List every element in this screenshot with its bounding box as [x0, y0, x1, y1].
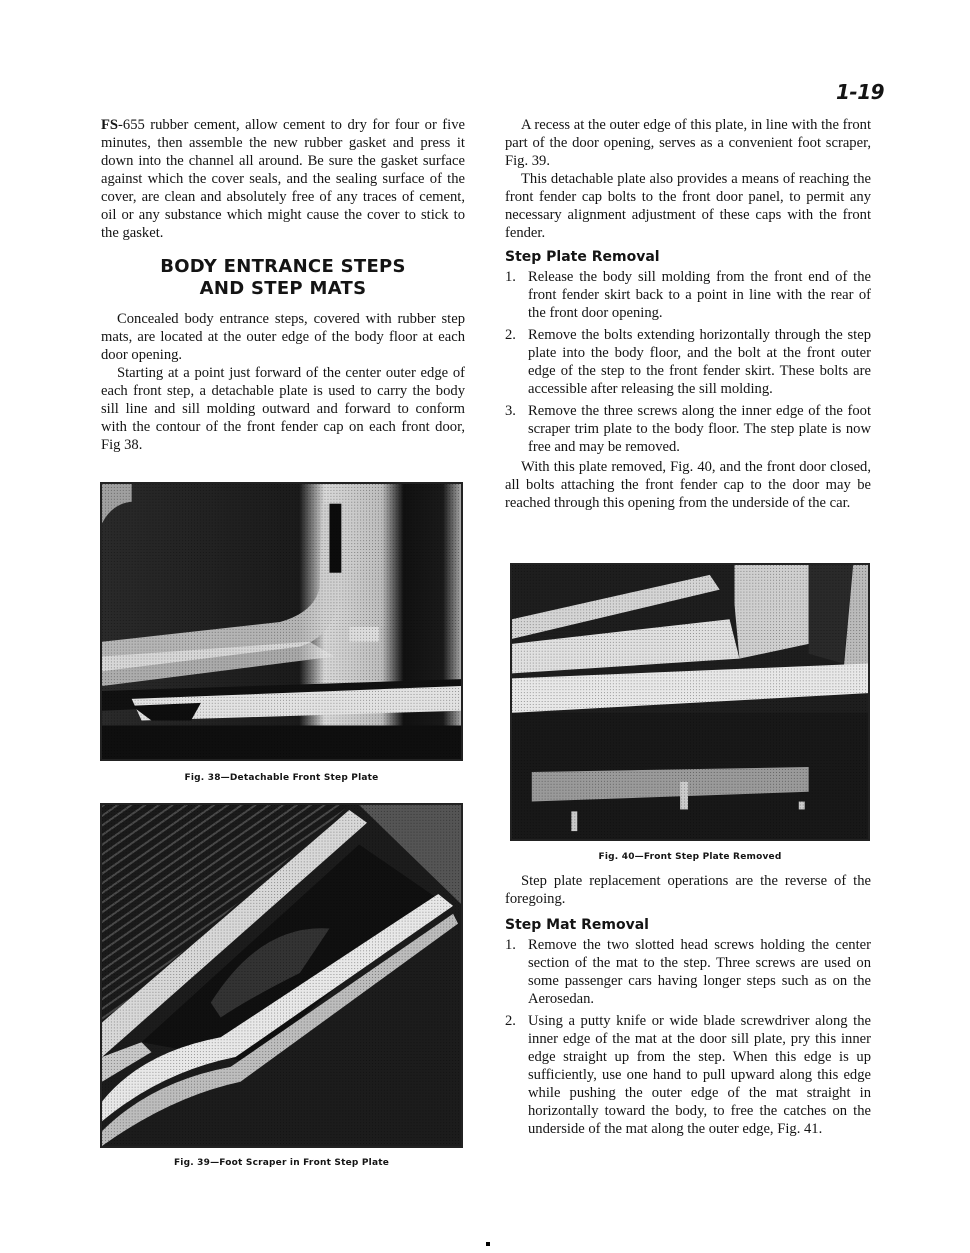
figure-39-caption: Fig. 39—Foot Scraper in Front Step Plate — [173, 1158, 390, 1168]
step-number: 3. — [505, 403, 516, 419]
intro-paragraph — [101, 116, 465, 242]
list-item — [505, 268, 871, 322]
figure-40-photo — [510, 563, 870, 841]
step-plate-photo-image — [102, 484, 461, 759]
section-heading — [101, 256, 465, 300]
right-column — [505, 116, 871, 512]
figure-40-caption: Fig. 40—Front Step Plate Removed — [598, 852, 782, 862]
intro-rest: -655 rubber cement, allow cement to dry for four or five minutes, then assemble the new rubber gasket and press it down into the channel all around. Be sure the gasket surface against which the cover seals, and the sealing surface of the cover, are clean and absolutely free of any traces of cement, oil or any substance which might cause the cover to stick to the gasket. — [101, 117, 465, 241]
step-number: 1. — [505, 937, 516, 953]
list-item — [505, 1012, 871, 1138]
intro-bold-prefix: FS — [101, 117, 119, 133]
section-heading-line2: AND STEP MATS — [199, 278, 367, 299]
page-number: 1-19 — [836, 80, 885, 104]
step-text: Release the body sill molding from the front end of the front fender skirt back to a point in line with the rear of the front door opening. — [528, 269, 871, 321]
step-text: Using a putty knife or wide blade screwdriver along the inner edge of the mat at the door sill plate, pry this inner edge straight up from the step. When this edge is up sufficiently, use one hand to pull upward along this edge while pushing the outer edge of the mat straight in horizontally toward the body, to free the catches on the underside of the mat along the outer edge, Fig. 41. — [528, 1013, 871, 1137]
replacement-paragraph: Step plate replacement operations are the reverse of the foregoing. — [505, 873, 871, 907]
list-item — [505, 936, 871, 1008]
figure-38-photo — [100, 482, 463, 761]
step-number: 1. — [505, 269, 516, 285]
step-text: Remove the bolts extending horizontally through the step plate into the body floor, and the bolt at the front outer edge of the step to the front fender skirt. These bolts are accessible after releasing the sill molding. — [528, 327, 871, 397]
step-mat-removal-heading: Step Mat Removal — [505, 917, 649, 933]
step-plate-removal-heading: Step Plate Removal — [505, 249, 660, 265]
figure-39-photo — [100, 803, 463, 1148]
body-paragraph: Starting at a point just forward of the center outer edge of each front step, a detachable plate is used to carry the body sill line and sill molding outward and forward to conform with the contour of the front fender cap on each front door, Fig 38. — [101, 365, 465, 453]
list-item — [505, 402, 871, 456]
scan-speck — [486, 1242, 490, 1246]
right-column-lower — [505, 872, 871, 1142]
foot-scraper-photo-image — [102, 805, 461, 1146]
step-plate-removed-photo-image — [512, 565, 868, 839]
after-removal-paragraph: With this plate removed, Fig. 40, and the front door closed, all bolts attaching the front fender cap to the door may be reached through this opening from the underside of the car. — [505, 459, 871, 511]
figure-38-caption: Fig. 38—Detachable Front Step Plate — [184, 773, 379, 783]
section-heading-line1: BODY ENTRANCE STEPS — [160, 256, 406, 277]
left-column — [101, 116, 465, 454]
list-item — [505, 326, 871, 398]
body-paragraph: This detachable plate also provides a means of reaching the front fender cap bolts to the front door panel, to permit any necessary alignment adjustment of these caps with the front fender. — [505, 171, 871, 241]
step-text: Remove the three screws along the inner edge of the foot scraper trim plate to the body floor. The step plate is now free and may be removed. — [528, 403, 871, 455]
step-text: Remove the two slotted head screws holding the center section of the mat to the step. Three screws are used on some passenger cars having longer steps such as on the Aerosedan. — [528, 937, 871, 1007]
step-number: 2. — [505, 327, 516, 343]
step-plate-removal-steps — [505, 268, 871, 456]
step-mat-removal-steps — [505, 936, 871, 1138]
body-paragraph: Concealed body entrance steps, covered with rubber step mats, are located at the outer edge of the body floor at each door opening. — [101, 311, 465, 363]
body-paragraph: A recess at the outer edge of this plate, in line with the front part of the door opening, serves as a convenient foot scraper, Fig. 39. — [505, 117, 871, 169]
step-number: 2. — [505, 1013, 516, 1029]
